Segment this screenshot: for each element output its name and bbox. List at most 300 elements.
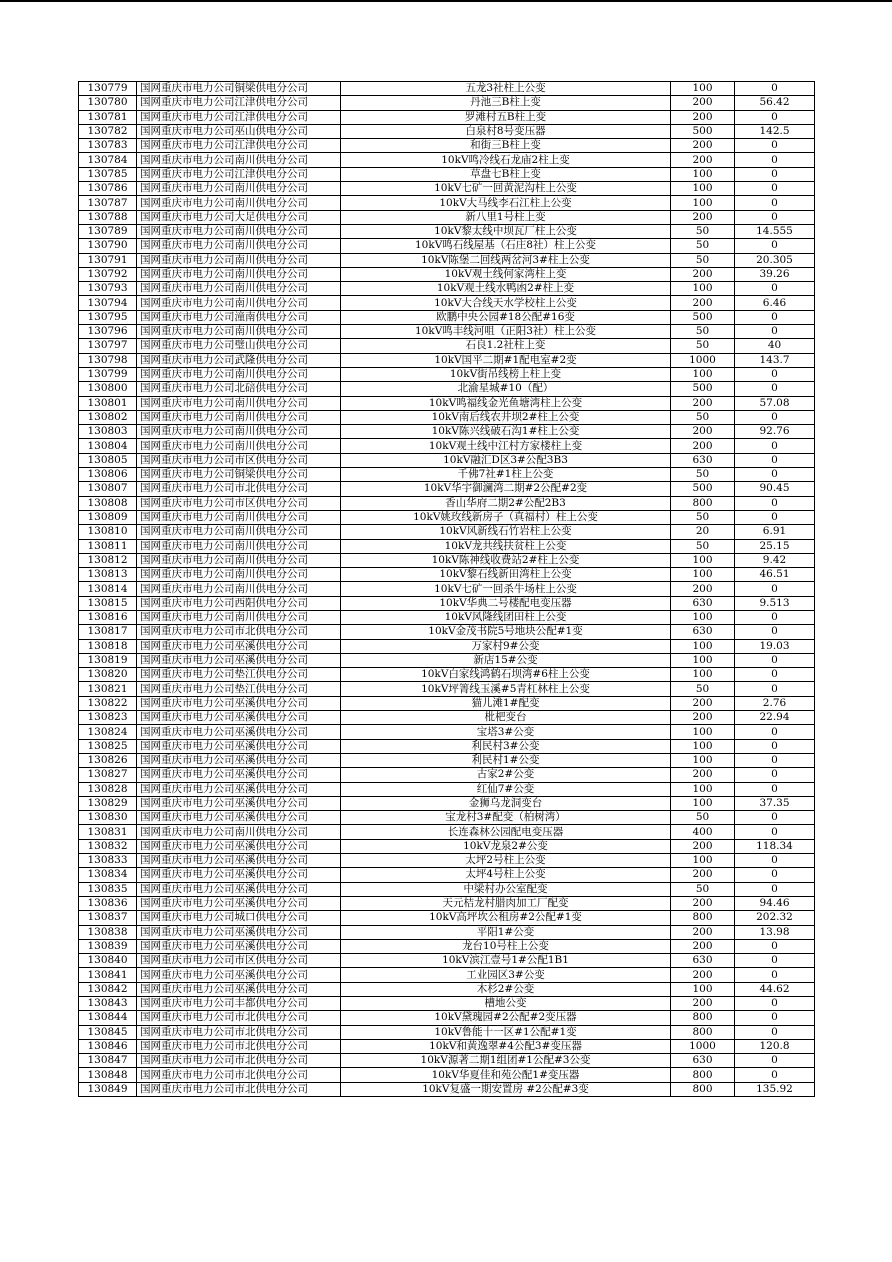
cell-company: 国网重庆市电力公司巫溪供电分公司: [137, 882, 341, 896]
table-row: [79, 153, 815, 167]
cell-company: 国网重庆市电力公司巫溪供电分公司: [137, 739, 341, 753]
cell-company: 国网重庆市电力公司巫溪供电分公司: [137, 982, 341, 996]
cell-capacity: 500: [671, 382, 735, 396]
cell-value: 0: [735, 410, 815, 424]
cell-id: 130841: [79, 968, 137, 982]
cell-transformer-name: 10kV南后线农井坝2#柱上公变: [341, 410, 671, 424]
cell-transformer-name: 10kV风隆线团田柱上公变: [341, 610, 671, 624]
cell-company: 国网重庆市电力公司南川供电分公司: [137, 296, 341, 310]
cell-transformer-name: 10kV陈神线收费站2#柱上公变: [341, 553, 671, 567]
cell-value: 22.94: [735, 711, 815, 725]
cell-value: 0: [735, 854, 815, 868]
table-row: [79, 439, 815, 453]
cell-capacity: 100: [671, 653, 735, 667]
cell-capacity: 200: [671, 425, 735, 439]
cell-id: 130784: [79, 153, 137, 167]
table-row: [79, 1082, 815, 1096]
cell-id: 130845: [79, 1025, 137, 1039]
cell-capacity: 200: [671, 396, 735, 410]
cell-id: 130787: [79, 196, 137, 210]
cell-transformer-name: 中梁村办公室配变: [341, 882, 671, 896]
table-row: [79, 224, 815, 238]
cell-id: 130789: [79, 224, 137, 238]
cell-company: 国网重庆市电力公司璧山供电分公司: [137, 339, 341, 353]
cell-id: 130833: [79, 854, 137, 868]
cell-value: 0: [735, 1025, 815, 1039]
cell-transformer-name: 10kV风新线石竹岩柱上公变: [341, 525, 671, 539]
cell-value: 6.46: [735, 296, 815, 310]
cell-company: 国网重庆市电力公司武隆供电分公司: [137, 353, 341, 367]
cell-transformer-name: 10kV龙共线扶贫柱上公变: [341, 539, 671, 553]
cell-capacity: 100: [671, 553, 735, 567]
cell-transformer-name: 木杉2#公变: [341, 982, 671, 996]
cell-value: 0: [735, 239, 815, 253]
cell-capacity: 100: [671, 167, 735, 181]
table-row: [79, 196, 815, 210]
cell-id: 130782: [79, 124, 137, 138]
table-row: [79, 239, 815, 253]
cell-value: 0: [735, 367, 815, 381]
cell-transformer-name: 10kV七矿一回黄泥沟柱上公变: [341, 182, 671, 196]
cell-capacity: 100: [671, 367, 735, 381]
cell-value: 0: [735, 968, 815, 982]
cell-value: 0: [735, 811, 815, 825]
table-row: [79, 325, 815, 339]
cell-company: 国网重庆市电力公司铜梁供电分公司: [137, 82, 341, 96]
table-row: [79, 124, 815, 138]
table-row: [79, 625, 815, 639]
cell-capacity: 200: [671, 110, 735, 124]
cell-id: 130792: [79, 267, 137, 281]
table-row: [79, 982, 815, 996]
cell-company: 国网重庆市电力公司大足供电分公司: [137, 210, 341, 224]
cell-company: 国网重庆市电力公司江津供电分公司: [137, 139, 341, 153]
table-row: [79, 182, 815, 196]
table-row: [79, 968, 815, 982]
cell-capacity: 1000: [671, 353, 735, 367]
cell-capacity: 500: [671, 482, 735, 496]
table-row: [79, 825, 815, 839]
cell-company: 国网重庆市电力公司江津供电分公司: [137, 167, 341, 181]
cell-company: 国网重庆市电力公司南川供电分公司: [137, 253, 341, 267]
data-table: [78, 81, 815, 1097]
cell-transformer-name: 10kV观土线水鸭凼2#柱上变: [341, 282, 671, 296]
cell-capacity: 400: [671, 825, 735, 839]
cell-transformer-name: 利民村3#公变: [341, 739, 671, 753]
cell-id: 130809: [79, 510, 137, 524]
cell-value: 0: [735, 610, 815, 624]
cell-company: 国网重庆市电力公司南川供电分公司: [137, 267, 341, 281]
cell-id: 130836: [79, 896, 137, 910]
cell-id: 130801: [79, 396, 137, 410]
cell-capacity: 100: [671, 610, 735, 624]
cell-transformer-name: 10kV华宇御澜湾二期#2公配#2变: [341, 482, 671, 496]
cell-transformer-name: 10kV七矿一回杀牛场柱上公变: [341, 582, 671, 596]
cell-value: 0: [735, 139, 815, 153]
table-row: [79, 768, 815, 782]
table-row: [79, 610, 815, 624]
cell-capacity: 200: [671, 896, 735, 910]
cell-capacity: 50: [671, 682, 735, 696]
table-row: [79, 639, 815, 653]
cell-company: 国网重庆市电力公司城口供电分公司: [137, 911, 341, 925]
cell-transformer-name: 10kV华夏佳和苑公配1#变压器: [341, 1068, 671, 1082]
cell-value: 57.08: [735, 396, 815, 410]
cell-value: 0: [735, 382, 815, 396]
cell-capacity: 100: [671, 854, 735, 868]
cell-value: 0: [735, 1054, 815, 1068]
page-top-rule: [0, 0, 892, 2]
table-row: [79, 139, 815, 153]
cell-capacity: 200: [671, 768, 735, 782]
cell-capacity: 800: [671, 1082, 735, 1096]
cell-transformer-name: 10kV黛瑰园#2公配#2变压器: [341, 1011, 671, 1025]
cell-transformer-name: 10kV黎石线新田湾柱上公变: [341, 568, 671, 582]
cell-transformer-name: 和街三B柱上变: [341, 139, 671, 153]
cell-value: 0: [735, 167, 815, 181]
cell-company: 国网重庆市电力公司南川供电分公司: [137, 367, 341, 381]
cell-company: 国网重庆市电力公司市北供电分公司: [137, 1082, 341, 1096]
cell-capacity: 50: [671, 339, 735, 353]
cell-id: 130799: [79, 367, 137, 381]
cell-transformer-name: 天元桔龙村腊肉加工厂配变: [341, 896, 671, 910]
cell-transformer-name: 10kV大合线天水学校柱上公变: [341, 296, 671, 310]
cell-id: 130849: [79, 1082, 137, 1096]
cell-transformer-name: 罗滩村五B柱上变: [341, 110, 671, 124]
table-row: [79, 310, 815, 324]
cell-transformer-name: 10kV大马线李石江柱上公变: [341, 196, 671, 210]
cell-id: 130815: [79, 596, 137, 610]
cell-transformer-name: 古家2#公变: [341, 768, 671, 782]
cell-transformer-name: 10kV龙泉2#公变: [341, 839, 671, 853]
table-row: [79, 396, 815, 410]
cell-capacity: 200: [671, 582, 735, 596]
cell-transformer-name: 丹池三B柱上变: [341, 96, 671, 110]
cell-capacity: 200: [671, 139, 735, 153]
cell-company: 国网重庆市电力公司市区供电分公司: [137, 496, 341, 510]
table-row: [79, 596, 815, 610]
cell-company: 国网重庆市电力公司潼南供电分公司: [137, 310, 341, 324]
cell-value: 0: [735, 868, 815, 882]
table-row: [79, 725, 815, 739]
cell-value: 9.42: [735, 553, 815, 567]
cell-company: 国网重庆市电力公司北碚供电分公司: [137, 382, 341, 396]
cell-value: 20.305: [735, 253, 815, 267]
cell-company: 国网重庆市电力公司巫溪供电分公司: [137, 696, 341, 710]
cell-company: 国网重庆市电力公司巫溪供电分公司: [137, 639, 341, 653]
cell-company: 国网重庆市电力公司铜梁供电分公司: [137, 468, 341, 482]
cell-id: 130794: [79, 296, 137, 310]
cell-capacity: 100: [671, 782, 735, 796]
cell-company: 国网重庆市电力公司南川供电分公司: [137, 825, 341, 839]
cell-value: 0: [735, 682, 815, 696]
cell-value: 118.34: [735, 839, 815, 853]
table-row: [79, 796, 815, 810]
table-row: [79, 453, 815, 467]
cell-capacity: 100: [671, 982, 735, 996]
cell-capacity: 200: [671, 839, 735, 853]
cell-transformer-name: 10kV鸣石线屋基（石庄8社）柱上公变: [341, 239, 671, 253]
cell-id: 130779: [79, 82, 137, 96]
table-row: [79, 882, 815, 896]
cell-id: 130807: [79, 482, 137, 496]
cell-company: 国网重庆市电力公司南川供电分公司: [137, 182, 341, 196]
table-row: [79, 568, 815, 582]
cell-capacity: 100: [671, 639, 735, 653]
cell-transformer-name: 平阳1#公变: [341, 925, 671, 939]
cell-capacity: 100: [671, 739, 735, 753]
cell-company: 国网重庆市电力公司南川供电分公司: [137, 553, 341, 567]
table-row: [79, 1025, 815, 1039]
cell-id: 130814: [79, 582, 137, 596]
cell-capacity: 800: [671, 496, 735, 510]
cell-company: 国网重庆市电力公司丰都供电分公司: [137, 997, 341, 1011]
cell-value: 92.76: [735, 425, 815, 439]
cell-capacity: 630: [671, 596, 735, 610]
cell-id: 130838: [79, 925, 137, 939]
cell-transformer-name: 利民村1#公变: [341, 753, 671, 767]
cell-capacity: 200: [671, 925, 735, 939]
cell-value: 14.555: [735, 224, 815, 238]
cell-transformer-name: 10kV源著二期1组团#1公配#3公变: [341, 1054, 671, 1068]
table-row: [79, 711, 815, 725]
cell-capacity: 50: [671, 539, 735, 553]
cell-id: 130827: [79, 768, 137, 782]
cell-company: 国网重庆市电力公司巫山供电分公司: [137, 124, 341, 138]
table-row: [79, 939, 815, 953]
table-row: [79, 539, 815, 553]
cell-id: 130795: [79, 310, 137, 324]
cell-transformer-name: 太坪2号柱上公变: [341, 854, 671, 868]
cell-transformer-name: 10kV高坪坎公租房#2公配#1变: [341, 911, 671, 925]
cell-capacity: 100: [671, 82, 735, 96]
cell-transformer-name: 10kV黎太线中坝瓦厂柱上公变: [341, 224, 671, 238]
cell-value: 0: [735, 625, 815, 639]
cell-company: 国网重庆市电力公司巫溪供电分公司: [137, 811, 341, 825]
cell-value: 13.98: [735, 925, 815, 939]
cell-id: 130813: [79, 568, 137, 582]
cell-transformer-name: 10kV鲁能十一区#1公配#1变: [341, 1025, 671, 1039]
cell-id: 130825: [79, 739, 137, 753]
table-row: [79, 525, 815, 539]
cell-capacity: 100: [671, 182, 735, 196]
cell-company: 国网重庆市电力公司南川供电分公司: [137, 568, 341, 582]
table-row: [79, 382, 815, 396]
table-row: [79, 210, 815, 224]
cell-transformer-name: 槽地公变: [341, 997, 671, 1011]
cell-transformer-name: 太坪4号柱上公变: [341, 868, 671, 882]
cell-transformer-name: 10kV白家线鸿鹤石坝湾#6柱上公变: [341, 668, 671, 682]
cell-transformer-name: 新店15#公变: [341, 653, 671, 667]
cell-capacity: 50: [671, 410, 735, 424]
table-body: [79, 82, 815, 1097]
cell-transformer-name: 10kV金茂书院5号地块公配#1变: [341, 625, 671, 639]
cell-value: 143.7: [735, 353, 815, 367]
cell-transformer-name: 10kV和黄逸翠#4公配3#变压器: [341, 1039, 671, 1053]
cell-id: 130808: [79, 496, 137, 510]
cell-id: 130785: [79, 167, 137, 181]
cell-company: 国网重庆市电力公司市北供电分公司: [137, 1025, 341, 1039]
table-row: [79, 482, 815, 496]
cell-id: 130790: [79, 239, 137, 253]
cell-id: 130846: [79, 1039, 137, 1053]
cell-value: 0: [735, 182, 815, 196]
table-row: [79, 167, 815, 181]
cell-value: 0: [735, 825, 815, 839]
cell-id: 130806: [79, 468, 137, 482]
cell-value: 90.45: [735, 482, 815, 496]
cell-company: 国网重庆市电力公司巫溪供电分公司: [137, 925, 341, 939]
cell-capacity: 800: [671, 1025, 735, 1039]
cell-value: 0: [735, 325, 815, 339]
cell-transformer-name: 10kV鸣福线金光鱼塘湾柱上公变: [341, 396, 671, 410]
cell-id: 130786: [79, 182, 137, 196]
cell-capacity: 200: [671, 296, 735, 310]
cell-id: 130793: [79, 282, 137, 296]
cell-transformer-name: 宝龙村3#配变（柏树湾）: [341, 811, 671, 825]
cell-value: 0: [735, 210, 815, 224]
cell-id: 130837: [79, 911, 137, 925]
cell-id: 130832: [79, 839, 137, 853]
cell-capacity: 200: [671, 711, 735, 725]
cell-company: 国网重庆市电力公司南川供电分公司: [137, 510, 341, 524]
cell-value: 202.32: [735, 911, 815, 925]
cell-transformer-name: 猫儿滩1#配变: [341, 696, 671, 710]
cell-company: 国网重庆市电力公司南川供电分公司: [137, 439, 341, 453]
cell-id: 130826: [79, 753, 137, 767]
cell-id: 130802: [79, 410, 137, 424]
cell-value: 94.46: [735, 896, 815, 910]
cell-company: 国网重庆市电力公司南川供电分公司: [137, 224, 341, 238]
cell-company: 国网重庆市电力公司市北供电分公司: [137, 1011, 341, 1025]
cell-id: 130835: [79, 882, 137, 896]
cell-company: 国网重庆市电力公司南川供电分公司: [137, 610, 341, 624]
table-row: [79, 682, 815, 696]
cell-company: 国网重庆市电力公司市北供电分公司: [137, 1068, 341, 1082]
cell-transformer-name: 欧鹏中央公园#18公配#16变: [341, 310, 671, 324]
cell-value: 120.8: [735, 1039, 815, 1053]
cell-company: 国网重庆市电力公司南川供电分公司: [137, 239, 341, 253]
table-row: [79, 468, 815, 482]
cell-company: 国网重庆市电力公司南川供电分公司: [137, 282, 341, 296]
cell-id: 130796: [79, 325, 137, 339]
cell-company: 国网重庆市电力公司市区供电分公司: [137, 453, 341, 467]
cell-id: 130822: [79, 696, 137, 710]
cell-company: 国网重庆市电力公司巫溪供电分公司: [137, 768, 341, 782]
cell-capacity: 50: [671, 510, 735, 524]
cell-id: 130810: [79, 525, 137, 539]
cell-value: 0: [735, 725, 815, 739]
cell-value: 0: [735, 939, 815, 953]
cell-capacity: 200: [671, 997, 735, 1011]
cell-capacity: 1000: [671, 1039, 735, 1053]
cell-transformer-name: 10kV复盛一期安置房 #2公配#3变: [341, 1082, 671, 1096]
cell-id: 130816: [79, 610, 137, 624]
table-row: [79, 811, 815, 825]
cell-value: 0: [735, 153, 815, 167]
cell-capacity: 200: [671, 868, 735, 882]
table-row: [79, 1054, 815, 1068]
table-row: [79, 753, 815, 767]
cell-transformer-name: 红仙7#公变: [341, 782, 671, 796]
cell-transformer-name: 石良1.2社柱上变: [341, 339, 671, 353]
cell-capacity: 200: [671, 96, 735, 110]
cell-company: 国网重庆市电力公司南川供电分公司: [137, 410, 341, 424]
cell-capacity: 200: [671, 939, 735, 953]
cell-value: 40: [735, 339, 815, 353]
cell-value: 0: [735, 510, 815, 524]
cell-company: 国网重庆市电力公司江津供电分公司: [137, 110, 341, 124]
table-row: [79, 582, 815, 596]
cell-value: 0: [735, 882, 815, 896]
cell-company: 国网重庆市电力公司巫溪供电分公司: [137, 782, 341, 796]
cell-company: 国网重庆市电力公司市区供电分公司: [137, 954, 341, 968]
cell-company: 国网重庆市电力公司巫溪供电分公司: [137, 939, 341, 953]
cell-company: 国网重庆市电力公司江津供电分公司: [137, 96, 341, 110]
cell-transformer-name: 10kV观土线中江村方家楼柱上变: [341, 439, 671, 453]
cell-value: 142.5: [735, 124, 815, 138]
cell-company: 国网重庆市电力公司巫溪供电分公司: [137, 868, 341, 882]
table-row: [79, 82, 815, 96]
cell-transformer-name: 白泉村8号变压器: [341, 124, 671, 138]
cell-transformer-name: 草盘七B柱上变: [341, 167, 671, 181]
cell-transformer-name: 五龙3社柱上公变: [341, 82, 671, 96]
cell-company: 国网重庆市电力公司巫溪供电分公司: [137, 796, 341, 810]
cell-id: 130847: [79, 1054, 137, 1068]
table-row: [79, 668, 815, 682]
cell-company: 国网重庆市电力公司南川供电分公司: [137, 396, 341, 410]
cell-capacity: 630: [671, 954, 735, 968]
table-row: [79, 868, 815, 882]
table-row: [79, 1011, 815, 1025]
cell-company: 国网重庆市电力公司垫江供电分公司: [137, 682, 341, 696]
cell-id: 130839: [79, 939, 137, 953]
cell-transformer-name: 长连森林公园配电变压器: [341, 825, 671, 839]
cell-value: 56.42: [735, 96, 815, 110]
cell-transformer-name: 香山华府二期2#公配2B3: [341, 496, 671, 510]
cell-id: 130798: [79, 353, 137, 367]
cell-value: 2.76: [735, 696, 815, 710]
table-row: [79, 267, 815, 281]
cell-value: 0: [735, 1011, 815, 1025]
cell-company: 国网重庆市电力公司市北供电分公司: [137, 1054, 341, 1068]
cell-company: 国网重庆市电力公司市北供电分公司: [137, 482, 341, 496]
cell-capacity: 50: [671, 224, 735, 238]
table-row: [79, 653, 815, 667]
cell-capacity: 200: [671, 696, 735, 710]
cell-capacity: 630: [671, 453, 735, 467]
cell-id: 130824: [79, 725, 137, 739]
cell-capacity: 800: [671, 1068, 735, 1082]
cell-value: 0: [735, 82, 815, 96]
cell-capacity: 100: [671, 568, 735, 582]
cell-company: 国网重庆市电力公司巫溪供电分公司: [137, 653, 341, 667]
cell-capacity: 200: [671, 439, 735, 453]
table-row: [79, 367, 815, 381]
table-row: [79, 782, 815, 796]
table-row: [79, 1068, 815, 1082]
cell-id: 130783: [79, 139, 137, 153]
cell-capacity: 500: [671, 310, 735, 324]
cell-capacity: 200: [671, 153, 735, 167]
table-row: [79, 339, 815, 353]
cell-id: 130843: [79, 997, 137, 1011]
cell-capacity: 200: [671, 968, 735, 982]
cell-value: 44.62: [735, 982, 815, 996]
cell-id: 130788: [79, 210, 137, 224]
cell-capacity: 630: [671, 1054, 735, 1068]
table-row: [79, 911, 815, 925]
